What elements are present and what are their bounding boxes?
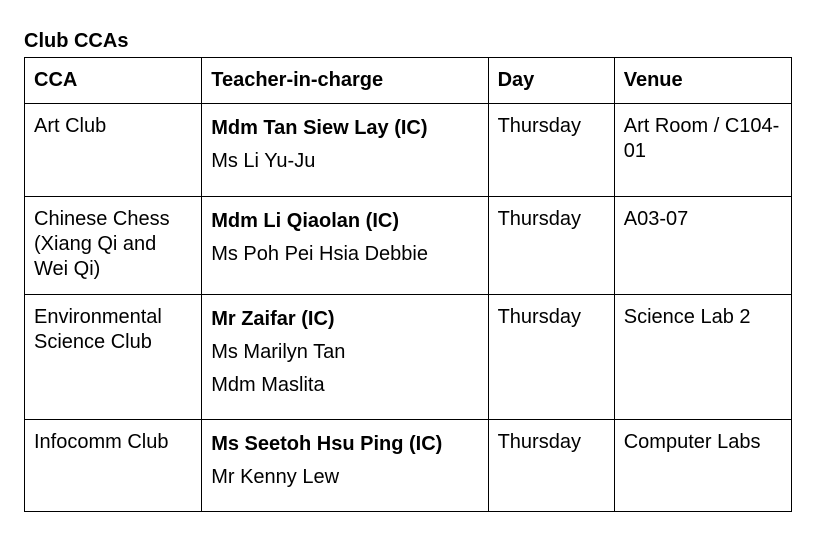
teacher-in-charge: Mr Zaifar (IC) — [211, 308, 335, 330]
venue-cell: Computer Labs — [614, 420, 791, 512]
teacher-name: Ms Marilyn Tan — [211, 341, 346, 363]
day-cell: Thursday — [488, 104, 614, 197]
cca-cell: Environmental Science Club — [25, 295, 202, 420]
teacher-cell — [202, 197, 488, 295]
cca-cell: Chinese Chess (Xiang Qi and Wei Qi) — [25, 197, 202, 295]
teacher-in-charge: Mdm Li Qiaolan (IC) — [211, 210, 399, 232]
table-row — [25, 295, 792, 420]
page-title: Club CCAs — [24, 30, 129, 52]
day-cell: Thursday — [488, 197, 614, 295]
cca-table — [24, 57, 792, 512]
teacher-cell — [202, 295, 488, 420]
teacher-cell — [202, 420, 488, 512]
teacher-cell — [202, 104, 488, 197]
teacher-name: Ms Li Yu-Ju — [211, 150, 316, 172]
header-venue: Venue — [614, 58, 791, 104]
venue-cell: A03-07 — [614, 197, 791, 295]
header-cca: CCA — [25, 58, 202, 104]
header-teacher: Teacher-in-charge — [202, 58, 488, 104]
table-row — [25, 420, 792, 512]
day-cell: Thursday — [488, 295, 614, 420]
venue-cell: Science Lab 2 — [614, 295, 791, 420]
cca-cell: Art Club — [25, 104, 202, 197]
venue-cell: Art Room / C104-01 — [614, 104, 791, 197]
table-row — [25, 197, 792, 295]
table-header-row — [25, 58, 792, 104]
teacher-name: Mr Kenny Lew — [211, 466, 340, 488]
cca-cell: Infocomm Club — [25, 420, 202, 512]
teacher-in-charge: Ms Seetoh Hsu Ping (IC) — [211, 433, 443, 455]
day-cell: Thursday — [488, 420, 614, 512]
table-row — [25, 104, 792, 197]
teacher-in-charge: Mdm Tan Siew Lay (IC) — [211, 117, 428, 139]
teacher-name: Mdm Maslita — [211, 374, 325, 396]
header-day: Day — [488, 58, 614, 104]
teacher-name: Ms Poh Pei Hsia Debbie — [211, 243, 428, 265]
